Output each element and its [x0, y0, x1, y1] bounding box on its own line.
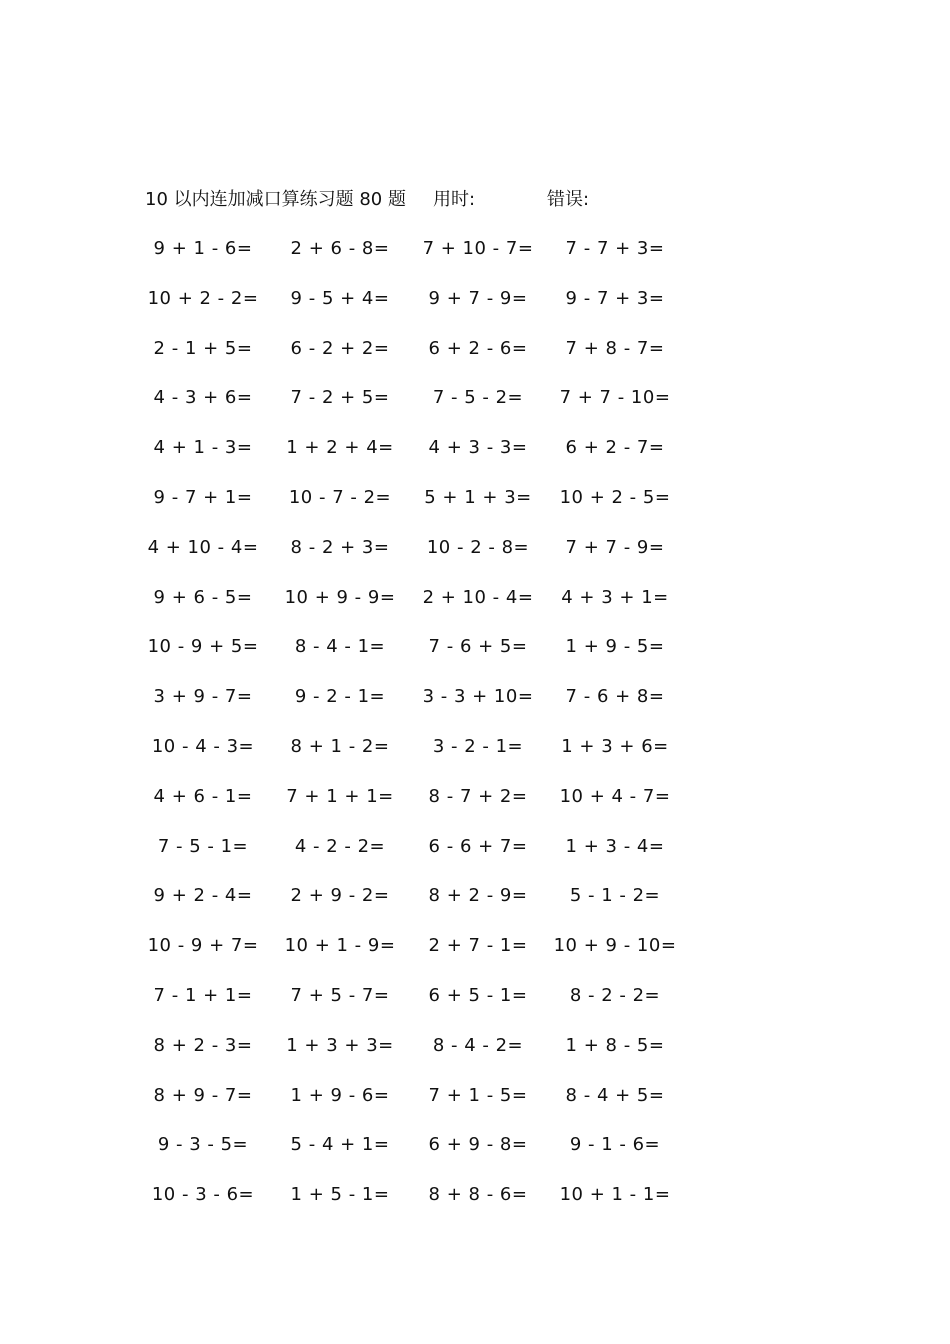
problem-cell: 8 - 4 - 2= — [432, 1034, 524, 1056]
problem-cell: 10 + 9 - 10= — [553, 935, 677, 957]
problem-cell: 7 + 7 - 10= — [559, 387, 671, 409]
problem-cell: 8 - 7 + 2= — [428, 785, 528, 807]
problem-row — [0, 236, 950, 286]
problem-cell: 10 - 3 - 6= — [151, 1184, 255, 1206]
problem-cell: 8 - 4 + 5= — [565, 1084, 665, 1106]
problem-cell: 8 - 2 - 2= — [569, 984, 661, 1006]
problem-cell: 10 - 7 - 2= — [288, 486, 392, 508]
problem-cell: 1 + 8 - 5= — [565, 1034, 665, 1056]
problem-cell: 9 - 1 - 6= — [569, 1134, 661, 1156]
problem-cell: 8 - 4 - 1= — [294, 636, 386, 658]
problem-cell: 1 + 2 + 4= — [286, 437, 394, 459]
problem-row — [0, 834, 950, 884]
problem-cell: 1 + 5 - 1= — [290, 1184, 390, 1206]
problem-row — [0, 1033, 950, 1083]
problem-grid — [0, 236, 950, 1232]
problem-cell: 4 - 2 - 2= — [294, 835, 386, 857]
problem-cell: 9 - 7 + 1= — [153, 486, 253, 508]
problem-cell: 7 - 5 - 1= — [157, 835, 249, 857]
problem-cell: 6 - 6 + 7= — [428, 835, 528, 857]
problem-cell: 9 - 2 - 1= — [294, 686, 386, 708]
problem-row — [0, 1083, 950, 1133]
problem-cell: 6 + 9 - 8= — [428, 1134, 528, 1156]
problem-cell: 1 + 9 - 6= — [290, 1084, 390, 1106]
problem-cell: 10 - 9 + 7= — [147, 935, 259, 957]
problem-row — [0, 535, 950, 585]
problem-cell: 1 + 9 - 5= — [565, 636, 665, 658]
problem-cell: 6 + 2 - 7= — [565, 437, 665, 459]
problem-cell: 3 - 3 + 10= — [422, 686, 534, 708]
problem-cell: 2 + 10 - 4= — [422, 586, 534, 608]
worksheet-header — [145, 186, 845, 214]
problem-cell: 6 - 2 + 2= — [290, 337, 390, 359]
problem-cell: 9 - 5 + 4= — [290, 287, 390, 309]
problem-row — [0, 983, 950, 1033]
problem-row — [0, 286, 950, 336]
problem-cell: 4 + 3 + 1= — [561, 586, 669, 608]
problem-cell: 4 + 1 - 3= — [153, 437, 253, 459]
problem-cell: 2 - 1 + 5= — [153, 337, 253, 359]
problem-cell: 8 + 2 - 3= — [153, 1034, 253, 1056]
problem-row — [0, 385, 950, 435]
problem-cell: 4 + 6 - 1= — [153, 785, 253, 807]
problem-cell: 10 - 4 - 3= — [151, 735, 255, 757]
problem-row — [0, 734, 950, 784]
problem-row — [0, 485, 950, 535]
problem-cell: 10 - 2 - 8= — [426, 536, 530, 558]
problem-cell: 5 + 1 + 3= — [424, 486, 532, 508]
problem-cell: 10 + 2 - 5= — [559, 486, 671, 508]
problem-cell: 7 - 6 + 8= — [565, 686, 665, 708]
problem-cell: 3 + 9 - 7= — [153, 686, 253, 708]
problem-cell: 6 + 5 - 1= — [428, 984, 528, 1006]
problem-cell: 10 + 2 - 2= — [147, 287, 259, 309]
problem-cell: 7 + 5 - 7= — [290, 984, 390, 1006]
problem-row — [0, 634, 950, 684]
problem-cell: 7 - 1 + 1= — [153, 984, 253, 1006]
problem-cell: 9 + 2 - 4= — [153, 885, 253, 907]
problem-cell: 8 + 9 - 7= — [153, 1084, 253, 1106]
problem-cell: 7 + 8 - 7= — [565, 337, 665, 359]
problem-cell: 9 - 3 - 5= — [157, 1134, 249, 1156]
problem-cell: 2 + 6 - 8= — [290, 238, 390, 259]
problem-cell: 9 + 1 - 6= — [153, 238, 253, 259]
problem-row — [0, 1182, 950, 1232]
problem-row — [0, 1132, 950, 1182]
problem-row — [0, 684, 950, 734]
time-label: 用时: — [433, 189, 476, 210]
problem-row — [0, 585, 950, 635]
problem-cell: 7 + 10 - 7= — [422, 238, 534, 259]
problem-cell: 7 + 7 - 9= — [565, 536, 665, 558]
problem-cell: 8 + 1 - 2= — [290, 735, 390, 757]
problem-cell: 7 + 1 - 5= — [428, 1084, 528, 1106]
problem-row — [0, 933, 950, 983]
problem-cell: 5 - 1 - 2= — [569, 885, 661, 907]
problem-row — [0, 435, 950, 485]
problem-cell: 3 - 2 - 1= — [432, 735, 524, 757]
problem-cell: 10 - 9 + 5= — [147, 636, 259, 658]
problem-cell: 4 + 3 - 3= — [428, 437, 528, 459]
problem-cell: 1 + 3 - 4= — [565, 835, 665, 857]
problem-cell: 1 + 3 + 3= — [286, 1034, 394, 1056]
problem-cell: 8 - 2 + 3= — [290, 536, 390, 558]
problem-row — [0, 784, 950, 834]
problem-cell: 7 - 6 + 5= — [428, 636, 528, 658]
problem-cell: 4 + 10 - 4= — [147, 536, 259, 558]
problem-cell: 7 - 5 - 2= — [432, 387, 524, 409]
problem-cell: 1 + 3 + 6= — [561, 735, 669, 757]
problem-row — [0, 883, 950, 933]
problem-cell: 9 + 7 - 9= — [428, 287, 528, 309]
problem-cell: 8 + 8 - 6= — [428, 1184, 528, 1206]
problem-cell: 7 - 7 + 3= — [565, 238, 665, 259]
problem-cell: 5 - 4 + 1= — [290, 1134, 390, 1156]
worksheet-title: 10 以内连加减口算练习题 80 题 — [145, 189, 406, 210]
problem-cell: 9 - 7 + 3= — [565, 287, 665, 309]
problem-cell: 9 + 6 - 5= — [153, 586, 253, 608]
error-label: 错误: — [547, 189, 590, 210]
problem-cell: 7 + 1 + 1= — [286, 785, 394, 807]
problem-row — [0, 336, 950, 386]
problem-cell: 2 + 9 - 2= — [290, 885, 390, 907]
problem-cell: 10 + 1 - 1= — [559, 1184, 671, 1206]
problem-cell: 10 + 1 - 9= — [284, 935, 396, 957]
problem-cell: 8 + 2 - 9= — [428, 885, 528, 907]
problem-cell: 10 + 9 - 9= — [284, 586, 396, 608]
problem-cell: 10 + 4 - 7= — [559, 785, 671, 807]
problem-cell: 4 - 3 + 6= — [153, 387, 253, 409]
problem-cell: 7 - 2 + 5= — [290, 387, 390, 409]
problem-cell: 6 + 2 - 6= — [428, 337, 528, 359]
problem-cell: 2 + 7 - 1= — [428, 935, 528, 957]
